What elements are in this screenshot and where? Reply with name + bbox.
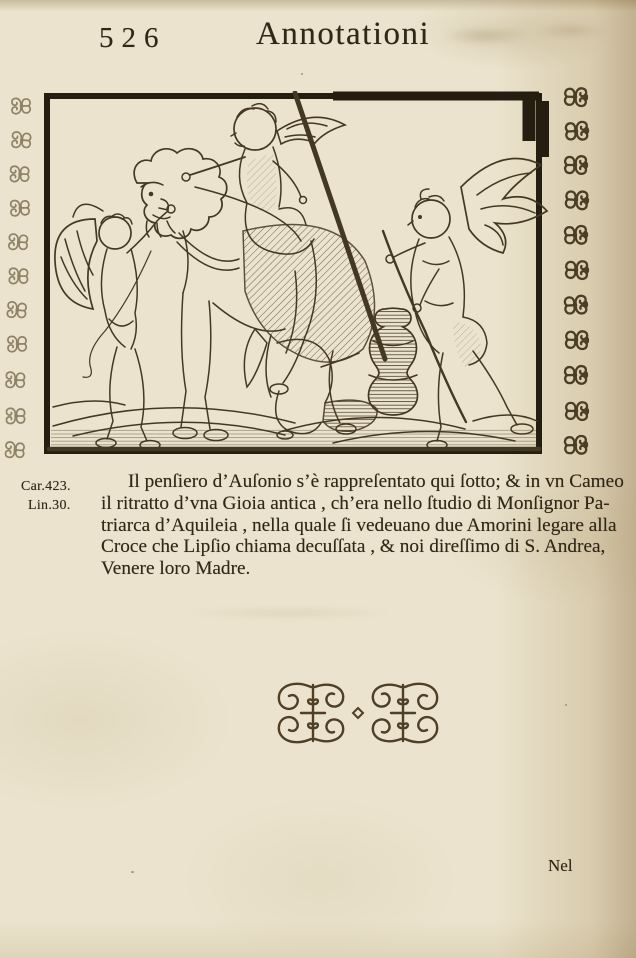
ink-speck bbox=[565, 704, 567, 706]
margin-note bbox=[21, 477, 71, 515]
catchword: Nel bbox=[548, 856, 573, 875]
ink-speck bbox=[131, 871, 134, 873]
scroll-cartouche-icon bbox=[271, 679, 445, 747]
body-paragraph bbox=[101, 471, 624, 580]
paragraph-line: triarca d’Aquileia , nella quale ſi vedeuano due Amorini legare alla bbox=[101, 514, 617, 536]
running-title: Annotationi bbox=[256, 16, 431, 52]
woodcut-engraving bbox=[33, 91, 563, 461]
fleuron-chain-icon bbox=[0, 94, 37, 467]
paragraph-line: Croce che Lipſio chiama decuſſata , & noi direſſimo di S. Andrea, bbox=[101, 536, 606, 558]
fleuron-border-left bbox=[0, 94, 37, 467]
paragraph-line: il ritratto d’vna Gioia antica , ch’era nello ſtudio di Monſignor Pa- bbox=[101, 492, 610, 514]
margin-note-line: Lin.30. bbox=[28, 498, 71, 513]
page-number: 526 bbox=[99, 22, 167, 54]
paragraph-line: Il penſiero d’Auſonio s’è rappreſentato qui ſotto; & in vn Cameo bbox=[128, 471, 624, 492]
tailpiece-ornament bbox=[271, 679, 445, 747]
ink-speck bbox=[301, 73, 303, 75]
bleedthrough-stain bbox=[120, 600, 460, 626]
paragraph-line: Venere loro Madre. bbox=[101, 558, 251, 580]
margin-note-line: Car.423. bbox=[21, 479, 71, 494]
woodcut-illustration-icon bbox=[33, 91, 563, 461]
bleedthrough-stain bbox=[430, 16, 610, 52]
